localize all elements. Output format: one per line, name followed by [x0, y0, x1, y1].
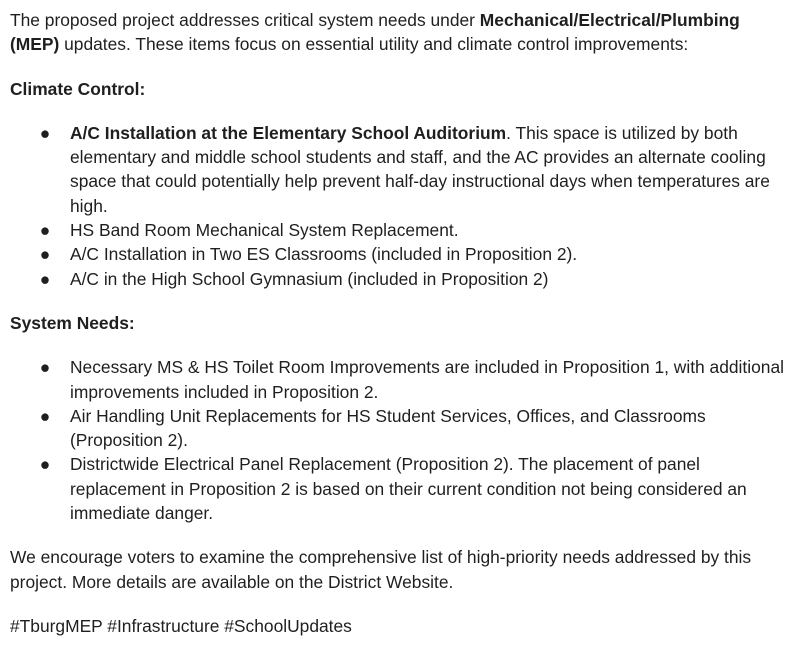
list-item-text: A/C Installation in Two ES Classrooms (included in Proposition 2).: [70, 244, 578, 265]
list-item-text: . This space is utilized by both elementary and middle school students and staff, and the AC provides an alternate cooling space that could potentially help prevent half-day instructional days when temperatures are high.: [70, 122, 770, 216]
list-item-text: Districtwide Electrical Panel Replacement (Proposition 2). The placement of panel replacement in Proposition 2 is based on their current condition not being considered an immediate danger.: [70, 454, 747, 524]
intro-paragraph: [10, 8, 786, 57]
hashtags: #TburgMEP #Infrastructure #SchoolUpdates: [10, 615, 352, 636]
bullet-icon: ●: [39, 244, 51, 265]
bullet-icon: ●: [39, 454, 51, 475]
list-item-text: A/C in the High School Gymnasium (included in Proposition 2): [70, 268, 549, 289]
closing-paragraph: We encourage voters to examine the comprehensive list of high-priority needs addressed by this project. More details are available on the District Website.: [10, 547, 752, 592]
intro-text-start: The proposed project addresses critical system needs under: [10, 10, 480, 30]
list-item: [10, 452, 786, 525]
section-heading-climate-control: Climate Control:: [10, 78, 146, 99]
list-item: [10, 404, 786, 453]
list-item: [10, 218, 786, 242]
bullet-icon: ●: [39, 357, 51, 378]
bullet-icon: ●: [39, 220, 51, 241]
bullet-icon: ●: [39, 122, 51, 143]
list-item: [10, 242, 786, 266]
climate-control-list: [10, 121, 786, 291]
section-heading-system-needs: System Needs:: [10, 312, 135, 333]
list-item-text: Air Handling Unit Replacements for HS Student Services, Offices, and Classrooms (Proposition 2).: [70, 405, 706, 451]
list-item-bold: A/C Installation at the Elementary School Auditorium: [70, 122, 507, 143]
list-item-text: HS Band Room Mechanical System Replacement.: [70, 220, 459, 241]
intro-text-end: updates. These items focus on essential utility and climate control improvements:: [59, 34, 689, 55]
system-needs-list: [10, 355, 786, 525]
list-item-text: Necessary MS & HS Toilet Room Improvements are included in Proposition 1, with additional improvements included in Proposition 2.: [70, 357, 784, 402]
bullet-icon: ●: [39, 405, 51, 426]
list-item: [10, 355, 786, 404]
bullet-icon: ●: [39, 268, 51, 289]
intro-bold-term: Mechanical/Electrical/Plumbing (MEP): [10, 10, 740, 55]
list-item: [10, 267, 786, 291]
list-item: [10, 121, 786, 218]
